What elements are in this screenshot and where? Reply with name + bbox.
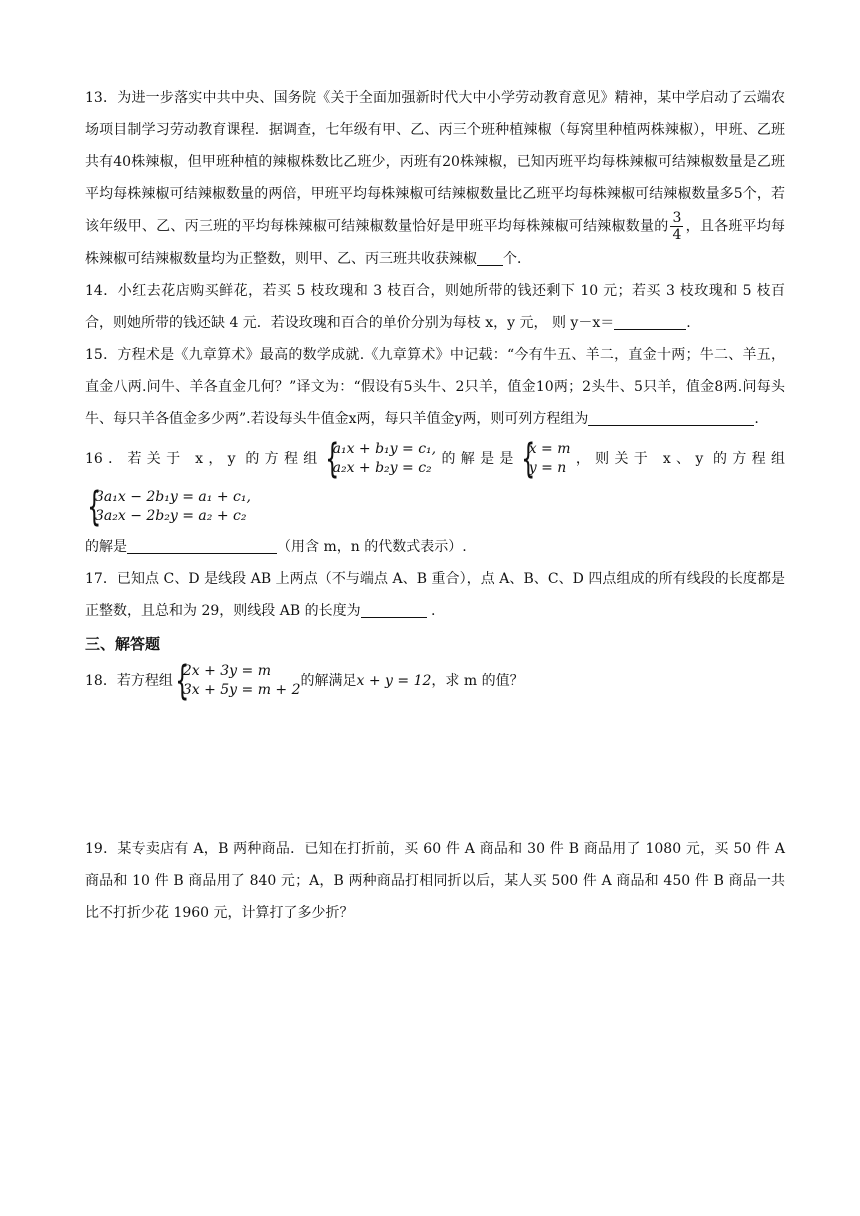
question-18: 18．若方程组 { 2x + 3y = m 3x + 5y = m + 2 的解满足x + y = 12，求 m 的值？ bbox=[85, 658, 524, 704]
question-19 bbox=[85, 833, 785, 929]
q15-text: 15．方程术是《九章算术》最高的数学成就.《九章算术》中记载：“今有牛五、羊二，直金十两；牛二、羊五，直金八两.问牛、羊各直金几何？”译文为：“假设有5头牛、2只羊，值金10两；2头牛、5只羊，值金8两.问每头牛、每只羊各值金多少两”.若设每头牛值金x两，每只羊值金y两，则可列方程组为 bbox=[85, 347, 785, 427]
q13-text: 13．为进一步落实中共中央、国务院《关于全面加强新时代大中小学劳动教育意见》精神，某中学启动了云端农场项目制学习劳动教育课程．据调查，七年级有甲、乙、丙三个班种植辣椒（每窝里种植两株辣椒），甲班、乙班共有40株辣椒，但甲班种植的辣椒株数比乙班少，丙班有20株辣椒，已知丙班平均每株辣椒可结辣椒数量是乙班平均每株辣椒可结辣椒数量的两倍，甲班平均每株辣椒可结辣椒数量比乙班平均每株辣椒可结辣椒数量多5个，若该年级甲、乙、丙三班的平均每株辣椒可结辣椒数量恰好是甲班平均每株辣椒可结辣椒数量的 bbox=[85, 90, 785, 235]
question-16: 16．若关于 x，y 的方程组 { a₁x + b₁y = c₁, a₂x + b₂y = c₂ 的解是是 { x = m y = n ，则关于 x、y 的方程组 { 3a₁x − 2b₁y = a₁ + c₁, 3a₂x − 2b₂y = a₂ + c₂ bbox=[85, 436, 785, 530]
q13-answer-blank[interactable] bbox=[477, 249, 503, 266]
fraction-three-quarters: $\frac{3}{4}$ bbox=[672, 210, 682, 243]
document-page bbox=[85, 82, 785, 929]
q15-answer-blank[interactable] bbox=[588, 409, 754, 426]
q17-text: 17．已知点 C、D 是线段 AB 上两点（不与端点 A、B 重合），点 A、B、C、D 四点组成的所有线段的长度都是正整数，且总和为 29，则线段 AB 的长度为 bbox=[85, 571, 785, 619]
equation-system-1: { a₁x + b₁y = c₁, a₂x + b₂y = c₂ bbox=[324, 436, 437, 482]
question-16-line-2: 的解是 （用含 m，n 的代数式表示）. bbox=[85, 539, 467, 555]
equation-system-2: { x = m y = n bbox=[520, 436, 571, 482]
question-17: 17．已知点 C、D 是线段 AB 上两点（不与端点 A、B 重合），点 A、B、C、D 四点组成的所有线段的长度都是正整数，且总和为 29，则线段 AB 的长度为 . bbox=[85, 571, 785, 619]
q19-text: 19．某专卖店有 A，B 两种商品．已知在打折前，买 60 件 A 商品和 30 件 B 商品用了 1080 元，买 50 件 A 商品和 10 件 B 商品用了 840 元；A，B 两种商品打相同折以后，某人买 500 件 A 商品和 450 件 B 商品一共比不打折少花 1960 元，计算打了多少折？ bbox=[85, 841, 785, 921]
equation-system-3: { 3a₁x − 2b₁y = a₁ + c₁, 3a₂x − 2b₂y = a₂ + c₂ bbox=[87, 484, 251, 530]
equation-system-q18: { 2x + 3y = m 3x + 5y = m + 2 bbox=[175, 658, 301, 704]
q14-answer-blank[interactable] bbox=[614, 313, 686, 330]
q14-text: 14．小红去花店购买鲜花，若买 5 枝玫瑰和 3 枝百合，则她所带的钱还剩下 10 元；若买 3 枝玫瑰和 5 枝百合，则她所带的钱还缺 4 元．若设玫瑰和百合的单价分别为每枝 x，y 元， 则 y－x＝ bbox=[85, 283, 785, 331]
question-13 bbox=[85, 82, 785, 275]
q13-text-2: ，且各班平均每株辣椒可结辣椒数量均为正整数，则甲、乙、丙三班共收获辣椒 bbox=[85, 218, 786, 267]
q13-text-3: 个． bbox=[503, 251, 531, 267]
section-heading: 三、解答题 bbox=[85, 635, 161, 653]
q17-answer-blank[interactable] bbox=[361, 601, 427, 618]
question-14: 14．小红去花店购买鲜花，若买 5 枝玫瑰和 3 枝百合，则她所带的钱还剩下 10 元；若买 3 枝玫瑰和 5 枝百合，则她所带的钱还缺 4 元．若设玫瑰和百合的单价分别为每枝 x，y 元， 则 y－x＝ . bbox=[85, 283, 785, 331]
question-15: 15．方程术是《九章算术》最高的数学成就.《九章算术》中记载：“今有牛五、羊二，直金十两；牛二、羊五，直金八两.问牛、羊各直金几何？”译文为：“假设有5头牛、2只羊，值金10两；2头牛、5只羊，值金8两.问每头牛、每只羊各值金多少两”.若设每头牛值金x两，每只羊值金y两，则可列方程组为 . bbox=[85, 347, 785, 427]
q16-answer-blank[interactable] bbox=[127, 537, 277, 554]
